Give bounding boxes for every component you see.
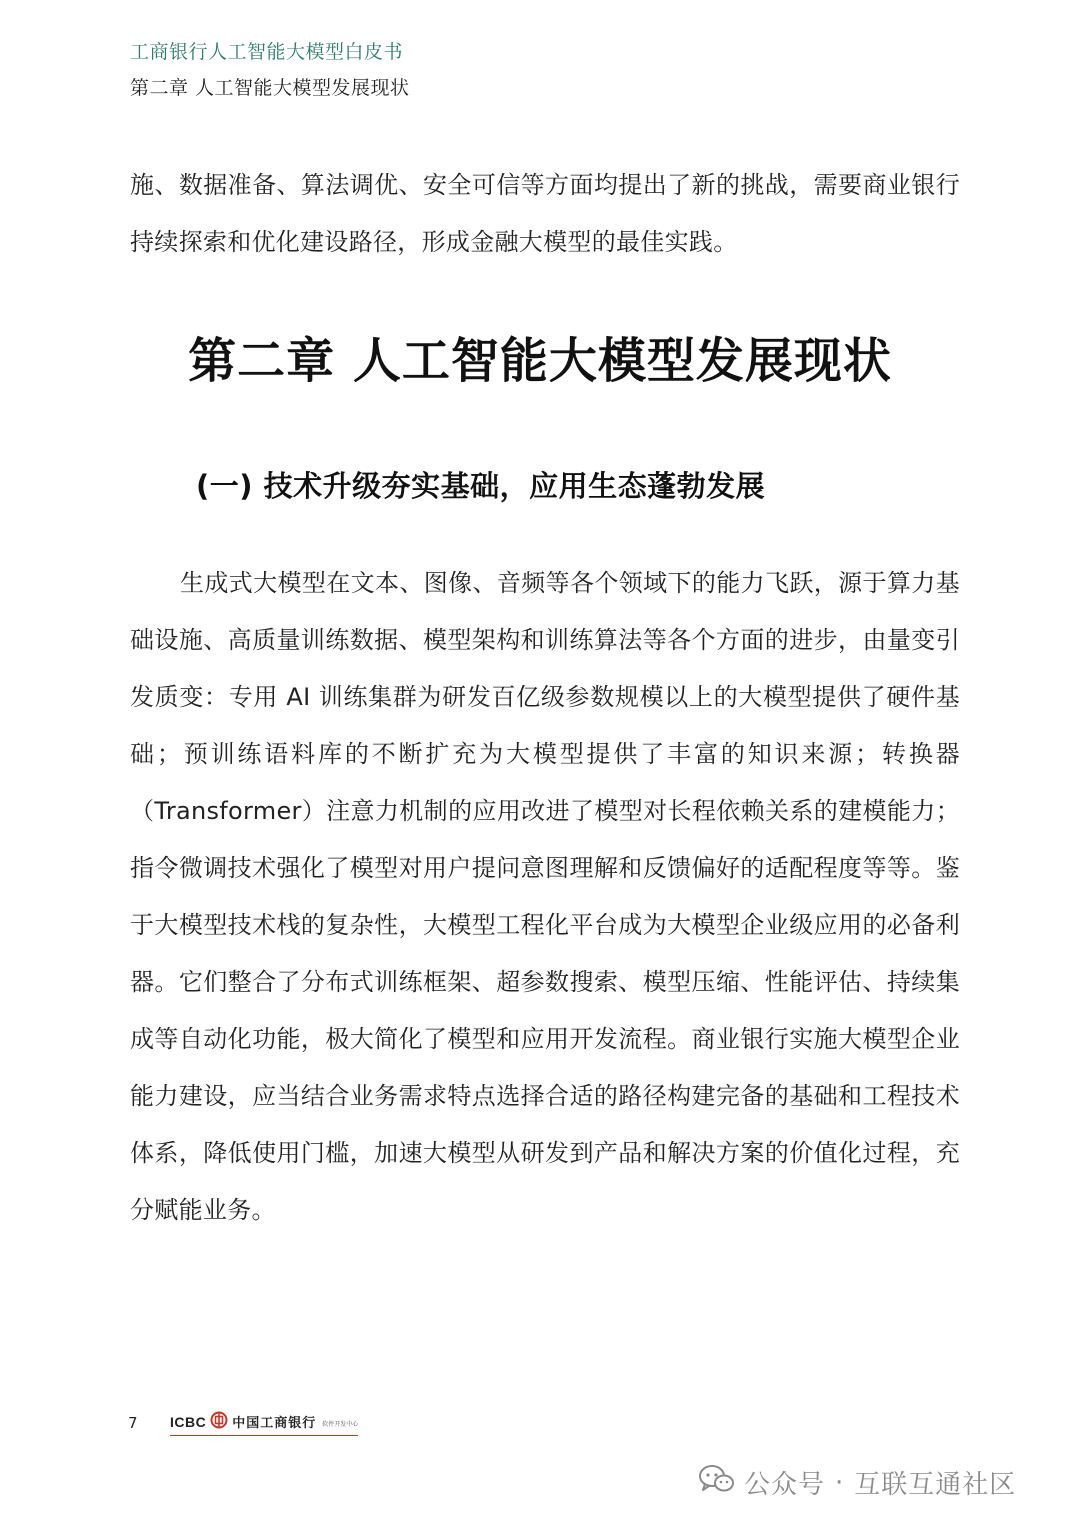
- bank-logo: [170, 1411, 358, 1436]
- icbc-logo-text: ICBC: [170, 1413, 207, 1430]
- watermark-label: 公众号: [744, 1470, 826, 1500]
- header-chapter-title: 第二章 人工智能大模型发展现状: [130, 77, 410, 99]
- running-header: [130, 38, 410, 102]
- watermark-account: 互联互通社区: [854, 1470, 1017, 1500]
- icbc-emblem-icon: [210, 1411, 228, 1433]
- chapter-heading: 第二章 人工智能大模型发展现状: [188, 333, 892, 389]
- watermark-separator: ·: [835, 1467, 845, 1498]
- continued-paragraph: 施、数据准备、算法调优、安全可信等方面均提出了新的挑战，需要商业银行持续探索和优化建设路径，形成金融大模型的最佳实践。: [130, 171, 960, 256]
- header-document-title: 工商银行人工智能大模型白皮书: [130, 41, 404, 63]
- page-footer: [128, 1410, 358, 1436]
- wechat-watermark: [698, 1463, 1016, 1502]
- center-name: 软件开发中心: [322, 1421, 359, 1428]
- wechat-icon: [698, 1463, 736, 1502]
- main-paragraph: 生成式大模型在文本、图像、音频等各个领域下的能力飞跃，源于算力基础设施、高质量训练数据、模型架构和训练算法等各个方面的进步，由量变引发质变：专用 AI 训练集群为研发百亿级参数规模以上的大模型提供了硬件基础；预训练语料库的不断扩充为大模型提供了丰富的知识来源；转换器（Transformer）注意力机制的应用改进了模型对长程依赖关系的建模能力；指令微调技术强化了模型对用户提问意图理解和反馈偏好的适配程度等等。鉴于大模型技术栈的复杂性，大模型工程化平台成为大模型企业级应用的必备利器。它们整合了分布式训练框架、超参数搜索、模型压缩、性能评估、持续集成等自动化功能，极大简化了模型和应用开发流程。商业银行实施大模型企业能力建设，应当结合业务需求特点选择合适的路径构建完备的基础和工程技术体系，降低使用门槛，加速大模型从研发到产品和解决方案的价值化过程，充分赋能业务。: [130, 569, 960, 1224]
- section-heading: (一) 技术升级夯实基础，应用生态蓬勃发展: [196, 469, 766, 503]
- bank-name: 中国工商银行: [232, 1416, 317, 1431]
- page-number: 7: [128, 1414, 138, 1432]
